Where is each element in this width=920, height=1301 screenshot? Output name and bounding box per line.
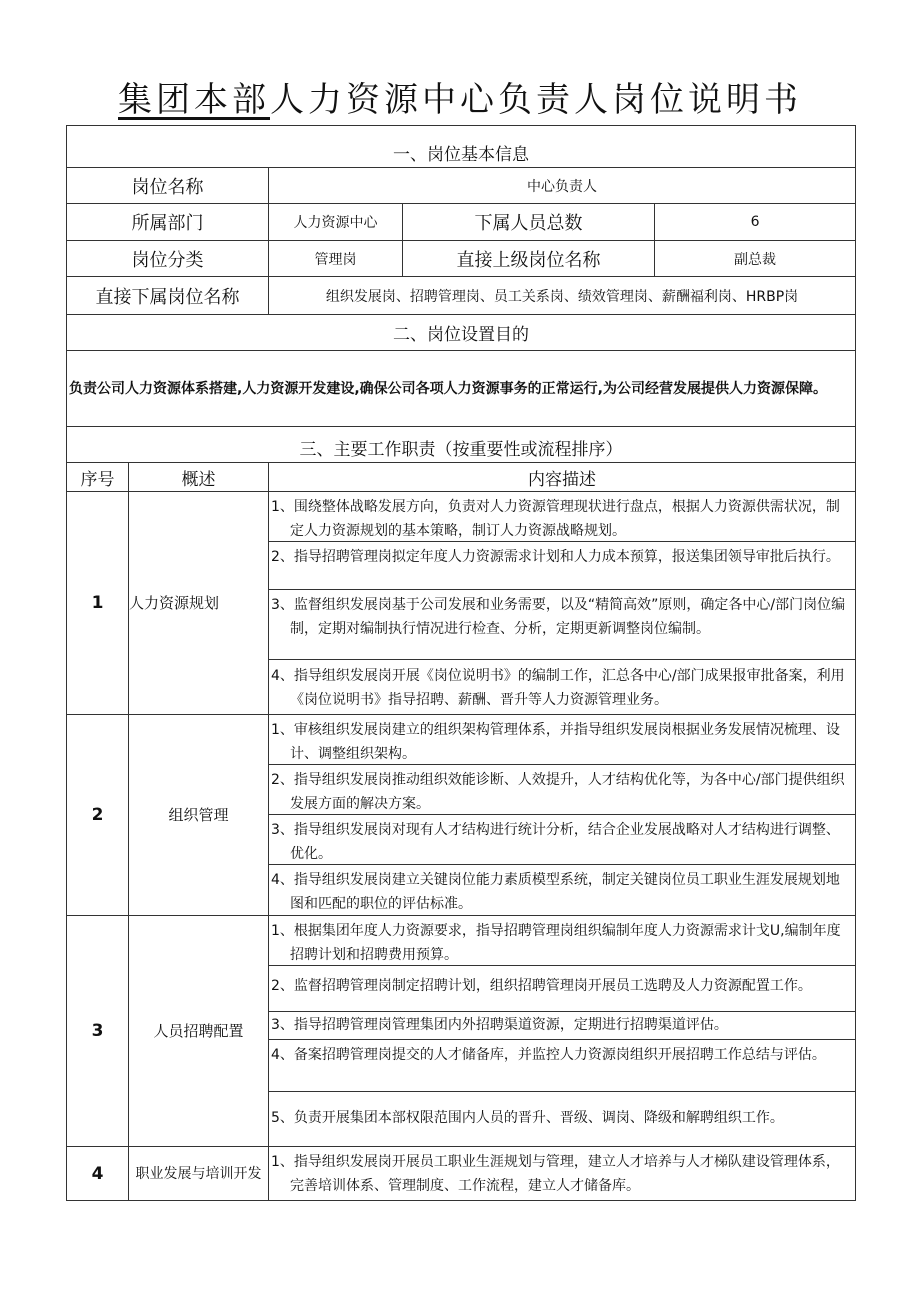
post-category-label: 岗位分类 <box>67 241 269 277</box>
post-name-label: 岗位名称 <box>67 168 269 204</box>
duty-item: 1、审核组织发展岗建立的组织架构管理体系，并指导组织发展岗根据业务发展情况梳理、设计、调整组织架构。 <box>269 715 855 765</box>
duty-description <box>269 916 856 1147</box>
table-row <box>67 1147 856 1201</box>
subordinate-posts-label: 直接下属岗位名称 <box>67 277 269 315</box>
col-header-number: 序号 <box>67 463 129 492</box>
superior-post-value: 副总裁 <box>655 241 856 277</box>
duty-overview: 组织管理 <box>129 715 269 916</box>
col-header-description: 内容描述 <box>269 463 856 492</box>
section-purpose-heading: 二、岗位设置目的 <box>67 315 856 351</box>
staff-count-label: 下属人员总数 <box>403 204 655 241</box>
duty-overview: 职业发展与培训开发 <box>129 1147 269 1201</box>
duty-overview: 人力资源规划 <box>129 492 269 715</box>
duty-item: 4、备案招聘管理岗提交的人才储备库，并监控人力资源岗组织开展招聘工作总结与评估。 <box>269 1040 855 1092</box>
duty-number: 2 <box>67 715 129 916</box>
duty-description <box>269 715 856 916</box>
table-row <box>67 715 856 916</box>
duty-item: 1、根据集团年度人力资源要求，指导招聘管理岗组织编制年度人力资源需求计戈U,编制年度招聘计划和招聘费用预算。 <box>269 916 855 966</box>
duty-item: 4、指导组织发展岗开展《岗位说明书》的编制工作，汇总各中心/部门成果报审批备案，利用《岗位说明书》指导招聘、薪酬、晋升等人力资源管理业务。 <box>271 668 845 708</box>
job-description-table <box>66 125 856 1201</box>
duty-item: 4、指导组织发展岗建立关键岗位能力素质模型系统，制定关键岗位员工职业生涯发展规划地图和匹配的职位的评估标准。 <box>271 872 840 912</box>
duty-item: 1、指导组织发展岗开展员工职业生涯规划与管理，建立人才培养与人才梯队建设管理体系，完善培训体系、管理制度、工作流程，建立人才储备库。 <box>271 1154 840 1194</box>
duty-item: 3、监督组织发展岗基于公司发展和业务需要，以及“精简高效”原则，确定各中心/部门岗位编制，定期对编制执行情况进行检查、分析，定期更新调整岗位编制。 <box>269 590 855 660</box>
duty-item: 2、监督招聘管理岗制定招聘计划，组织招聘管理岗开展员工选聘及人力资源配置工作。 <box>269 966 855 1012</box>
section-duties-heading: 三、主要工作职责（按重要性或流程排序） <box>67 427 856 463</box>
duty-item: 3、指导组织发展岗对现有人才结构进行统计分析，结合企业发展战略对人才结构进行调整、优化。 <box>269 815 855 865</box>
superior-post-label: 直接上级岗位名称 <box>403 241 655 277</box>
title-underlined-part: 集团本部 <box>118 80 270 120</box>
subordinate-posts-value: 组织发展岗、招聘管理岗、员工关系岗、绩效管理岗、薪酬福利岗、HRBP岗 <box>269 277 856 315</box>
table-row <box>67 916 856 1147</box>
section-basic-info-heading: 一、岗位基本信息 <box>67 126 856 168</box>
duty-item: 5、负责开展集团本部权限范围内人员的晋升、晋级、调岗、降级和解聘组织工作。 <box>271 1110 784 1126</box>
department-label: 所属部门 <box>67 204 269 241</box>
duty-overview: 人员招聘配置 <box>129 916 269 1147</box>
post-purpose-text: 负责公司人力资源体系搭建,人力资源开发建设,确保公司各项人力资源事务的正常运行,为公司经营发展提供人力资源保障。 <box>67 351 856 427</box>
duty-number: 4 <box>67 1147 129 1201</box>
col-header-overview: 概述 <box>129 463 269 492</box>
staff-count-value: 6 <box>655 204 856 241</box>
post-category-value: 管理岗 <box>269 241 403 277</box>
duty-item: 2、指导组织发展岗推动组织效能诊断、人效提升，人才结构优化等，为各中心/部门提供组织发展方面的解决方案。 <box>269 765 855 815</box>
duty-item: 1、围绕整体战略发展方向，负责对人力资源管理现状进行盘点，根据人力资源供需状况，制定人力资源规划的基本策略，制订人力资源战略规划。 <box>269 492 855 542</box>
duty-description <box>269 492 856 715</box>
document-title <box>0 72 920 121</box>
duty-description <box>269 1147 856 1201</box>
post-name-value: 中心负责人 <box>269 168 856 204</box>
duty-number: 1 <box>67 492 129 715</box>
title-rest: 人力资源中心负责人岗位说明书 <box>270 80 802 120</box>
department-value: 人力资源中心 <box>269 204 403 241</box>
table-row <box>67 492 856 715</box>
duty-item: 3、指导招聘管理岗管理集团内外招聘渠道资源，定期进行招聘渠道评估。 <box>269 1012 855 1040</box>
duty-item: 2、指导招聘管理岗拟定年度人力资源需求计划和人力成本预算，报送集团领导审批后执行。 <box>269 542 855 590</box>
duty-number: 3 <box>67 916 129 1147</box>
